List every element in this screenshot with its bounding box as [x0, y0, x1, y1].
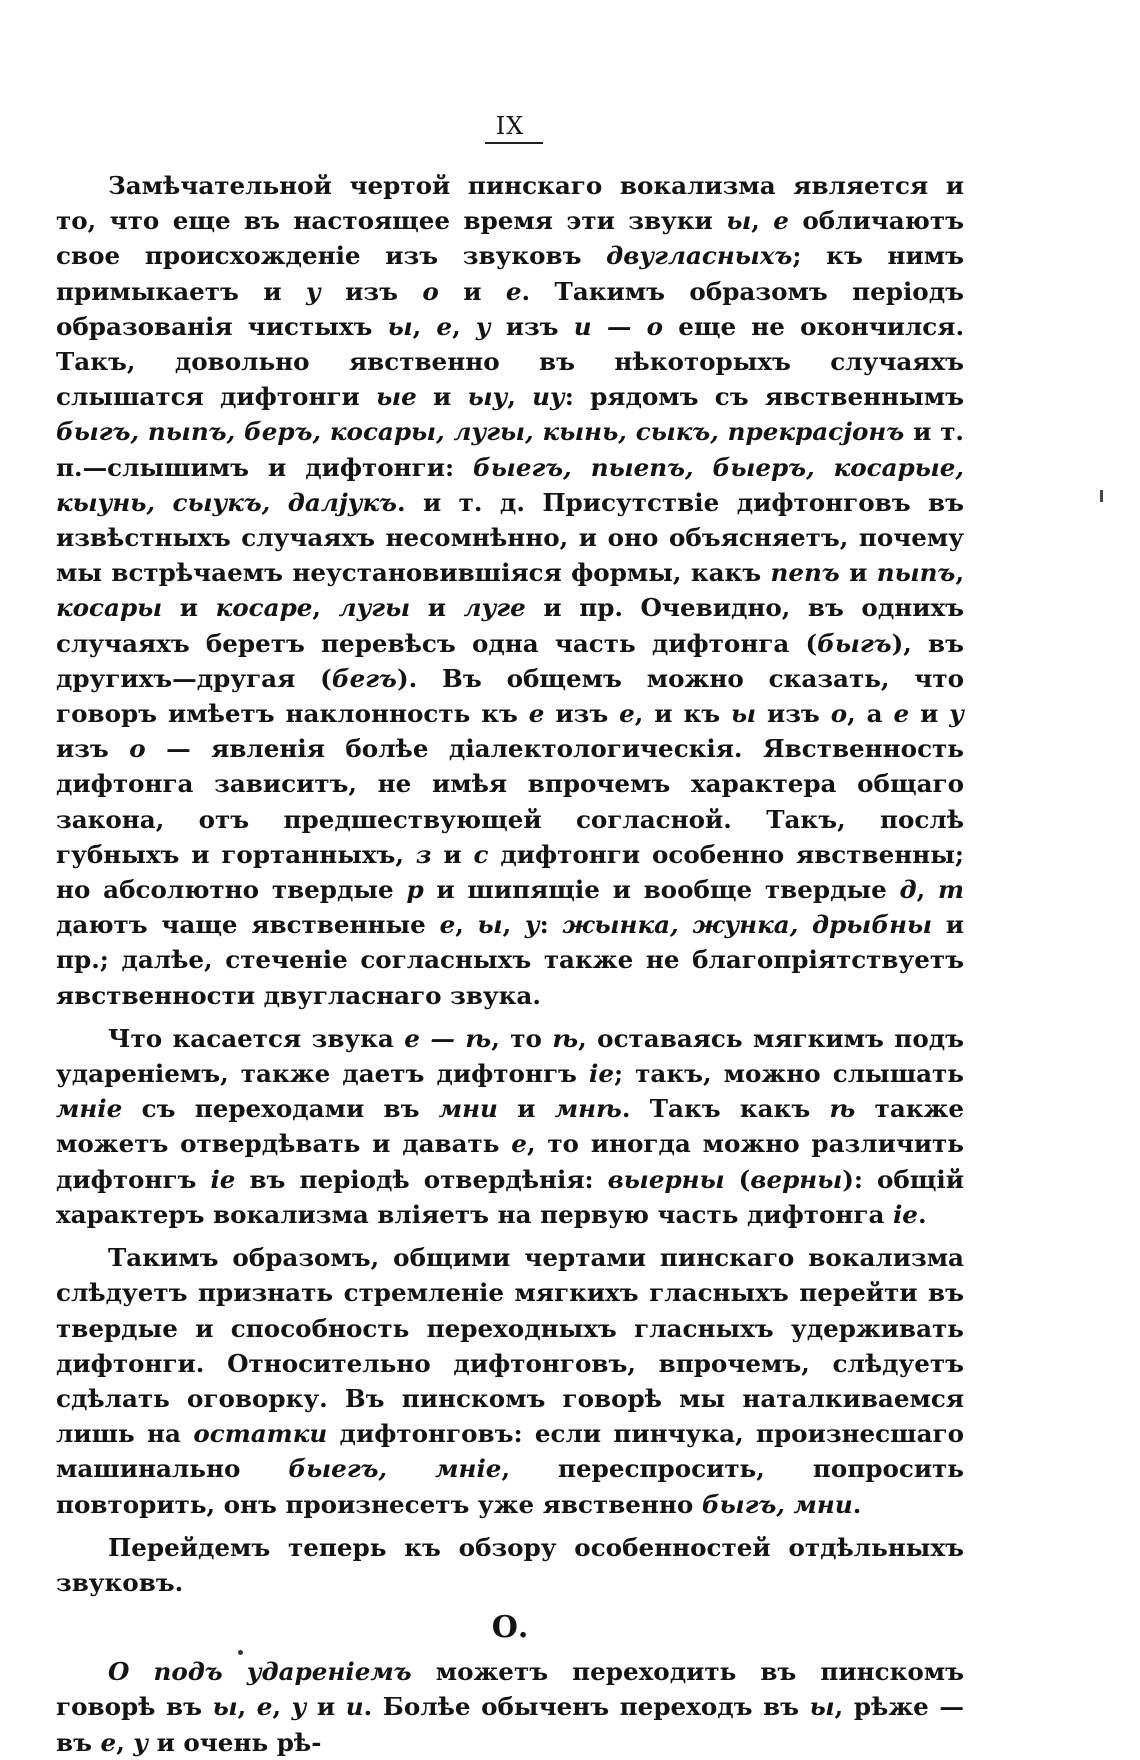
italic-term: e — [439, 910, 456, 940]
text-run: также можетъ отвердѣвать и давать — [56, 1094, 964, 1159]
italic-term: О подъ удареніемъ — [108, 1657, 412, 1687]
text-run: . — [852, 1489, 862, 1519]
italic-term: ы — [477, 910, 503, 940]
text-run: , — [916, 875, 938, 905]
italic-term: двугласныхъ — [606, 241, 793, 271]
text-run: , и къ — [634, 699, 732, 729]
text-run: , то — [491, 1023, 553, 1053]
text-run: , а — [847, 699, 894, 729]
text-run: — явленія болѣе діалектологическія. Явственность дифтонга зависитъ, не имѣя впрочемъ характера общаго закона, отъ предшествующей согласной. Такъ, послѣ губныхъ и гортанныхъ, — [56, 734, 964, 869]
body-text — [56, 168, 964, 1760]
italic-term: e — [773, 206, 789, 236]
text-run: , то иногда можно различить дифтонгъ — [56, 1129, 964, 1194]
italic-term: у — [133, 1727, 149, 1757]
text-run: , — [412, 311, 437, 341]
text-run: и т. п.—слышимъ и дифтонги: — [56, 417, 964, 482]
italic-term: іе — [588, 1059, 614, 1089]
text-run: , — [272, 1692, 292, 1722]
page-number: IX — [495, 112, 525, 140]
italic-term: остатки — [193, 1419, 328, 1449]
ink-speck — [238, 1650, 243, 1655]
italic-term: у — [306, 276, 321, 306]
italic-term: т — [937, 875, 964, 905]
margin-mark — [1100, 490, 1103, 502]
italic-term: у — [475, 311, 491, 341]
text-run: изъ — [320, 276, 423, 306]
italic-term: быгъ — [817, 628, 892, 658]
text-run: и пр.; далѣе, стеченіе согласныхъ также не благопріятствуетъ явственности двугласнаго звука. — [56, 910, 965, 1010]
italic-term: мни — [438, 1094, 498, 1124]
italic-term: луге — [463, 593, 526, 623]
text-run: дифтонговъ: если пинчука, произнесшаго машинально — [56, 1419, 964, 1484]
text-run: и — [497, 1094, 555, 1124]
text-run: и — [410, 593, 464, 623]
text-run: и очень рѣ- — [148, 1727, 322, 1757]
italic-term: быегъ, мніе — [288, 1454, 502, 1484]
italic-term: выерны — [607, 1164, 725, 1194]
text-run: и — [306, 1692, 346, 1722]
text-run: , — [312, 593, 339, 623]
text-run: ; такъ, можно слышать — [613, 1059, 964, 1089]
text-run: , — [955, 558, 964, 588]
italic-term: e — [528, 699, 545, 729]
text-run: и — [909, 699, 950, 729]
text-run: въ періодѣ отвердѣнія: — [235, 1164, 608, 1194]
italic-term: о — [830, 699, 848, 729]
italic-term: жынка, жунка, дрыбны — [562, 910, 933, 940]
text-run: , — [507, 382, 533, 412]
text-run: Перейдемъ теперь къ обзору особенностей отдѣльныхъ звуковъ. — [56, 1532, 964, 1597]
text-run: ): общій характеръ вокализма вліяетъ на первую часть дифтонга — [56, 1164, 964, 1229]
italic-term: ы — [731, 699, 757, 729]
text-run: , — [502, 910, 525, 940]
text-run: изъ — [756, 699, 831, 729]
text-run: . и т. д. Присутствіе дифтонговъ въ извѣстныхъ случаяхъ несомнѣнно, и оно объясняетъ, почему мы встрѣчаемъ неустановившіяся формы, какъ — [56, 487, 964, 588]
text-run: и — [162, 593, 216, 623]
italic-term: лугы — [338, 593, 411, 623]
italic-term: ыу — [467, 382, 508, 412]
italic-term: ые — [376, 382, 417, 412]
italic-term: e — [100, 1727, 117, 1757]
italic-term: и — [345, 1692, 364, 1722]
text-run: и шипящіе и вообще твердые — [423, 875, 900, 905]
italic-term: іе — [892, 1199, 918, 1229]
italic-term: пепъ — [770, 558, 840, 588]
paragraph-5 — [56, 1654, 964, 1760]
italic-term: косаре — [215, 593, 313, 623]
text-run: изъ — [56, 734, 130, 764]
text-run: : — [539, 910, 563, 940]
italic-term: мнѣ — [554, 1094, 622, 1124]
italic-term: иу — [532, 382, 565, 412]
text-run: , — [751, 206, 774, 236]
paragraph-1 — [56, 168, 964, 1013]
italic-term: д — [899, 875, 917, 905]
text-run: , — [116, 1727, 134, 1757]
text-run: ), въ другихъ—другая ( — [56, 628, 965, 693]
italic-term: мніе — [56, 1094, 123, 1124]
text-run: и — [438, 276, 506, 306]
italic-term: ѣ — [829, 1094, 856, 1124]
italic-term: у — [291, 1692, 307, 1722]
italic-term: о — [422, 276, 439, 306]
italic-term: ы — [387, 311, 413, 341]
italic-term: е — ѣ — [404, 1023, 492, 1053]
italic-term: з — [415, 839, 432, 869]
italic-term: іе — [210, 1164, 236, 1194]
text-run: и — [416, 382, 468, 412]
text-run: , рѣже — въ — [56, 1692, 964, 1757]
page-number-rule — [485, 142, 543, 144]
italic-term: e — [256, 1692, 273, 1722]
italic-term: е — [505, 276, 522, 306]
section-heading: О. — [491, 1610, 529, 1646]
paragraph-2 — [56, 1021, 964, 1232]
text-run: . Такимъ образомъ періодъ образованія чистыхъ — [56, 276, 964, 341]
text-run: и — [431, 839, 474, 869]
italic-term: e — [511, 1129, 527, 1159]
text-run: еще не окончился. Такъ, довольно явственно въ нѣкоторыхъ случаяхъ слышатся дифтонги — [56, 311, 965, 412]
text-run: , переспросить, попросить повторить, онъ произнесетъ уже явственно — [56, 1454, 964, 1519]
text-run: Замѣчательной чертой пинскаго вокализма является и то, что еще въ настоящее время эти звуки — [56, 171, 964, 236]
italic-term: с — [473, 839, 489, 869]
text-run: : рядомъ съ явственнымъ — [564, 382, 964, 412]
italic-term: ы — [212, 1692, 238, 1722]
text-run: и — [839, 558, 877, 588]
text-run: , оставаясь мягкимъ подъ удареніемъ, также даетъ дифтонгъ — [56, 1023, 964, 1089]
italic-term: о — [129, 734, 146, 764]
italic-term: e — [436, 311, 453, 341]
italic-term: е — [619, 699, 635, 729]
text-run: . — [917, 1199, 927, 1229]
text-run: , — [455, 910, 478, 940]
text-run: ). Въ общемъ можно сказать, что говоръ имѣетъ наклонность къ — [56, 663, 964, 729]
italic-term: быгъ, пыпъ, беръ, косары, лугы, кынь, сыкъ, прекрасјонъ — [56, 417, 905, 447]
italic-term: у — [524, 910, 540, 940]
italic-term: и — о — [573, 311, 664, 341]
text-run: дифтонги особенно явственны; но абсолютно твердые — [56, 839, 964, 905]
text-run: даютъ чаще явственные — [56, 910, 440, 940]
italic-term: e — [893, 699, 910, 729]
text-run: Такимъ образомъ, общими чертами пинскаго вокализма слѣдуетъ признать стремленіе мягкихъ гласныхъ перейти въ твердые и способность переходныхъ гласныхъ удерживать дифтонги. Относительно дифтонговъ, впрочемъ, слѣдуетъ сдѣлать оговорку. Въ пинскомъ говорѣ мы наталкиваемся лишь на — [56, 1243, 964, 1449]
text-run: . Болѣе обыченъ переходъ въ — [363, 1692, 810, 1722]
italic-term: быгъ, мни — [701, 1489, 853, 1519]
italic-term: ы — [726, 206, 752, 236]
italic-term: ы — [809, 1692, 835, 1722]
italic-term: пыпъ — [876, 558, 956, 588]
text-run: . Такъ какъ — [621, 1094, 830, 1124]
text-run: , — [237, 1692, 257, 1722]
italic-term: ѣ — [552, 1023, 579, 1053]
text-run: ; къ нимъ примыкаетъ и — [56, 241, 964, 306]
text-run: можетъ переходить въ пинскомъ говорѣ въ — [56, 1657, 964, 1722]
italic-term: косары — [56, 593, 163, 623]
text-run: съ переходами въ — [122, 1094, 439, 1124]
text-run: обличаютъ свое происхожденіе изъ звуковъ — [56, 206, 964, 271]
text-run: ( — [724, 1164, 751, 1194]
italic-term: верны — [750, 1164, 843, 1194]
text-run: Что касается звука — [108, 1023, 405, 1053]
text-run: , — [452, 311, 476, 341]
text-run: и пр. Очевидно, въ однихъ случаяхъ беретъ перевѣсъ одна часть дифтонга ( — [56, 593, 964, 658]
italic-term: бегъ — [331, 663, 397, 693]
italic-term: быегъ, пыепъ, быеръ, косарые, кыунь, сыукъ, далјукъ — [56, 452, 964, 517]
text-run: изъ — [490, 311, 574, 341]
paragraph-3 — [56, 1240, 964, 1522]
text-run: изъ — [544, 699, 620, 729]
italic-term: у — [949, 699, 964, 729]
italic-term: р — [406, 875, 424, 905]
paragraph-4 — [56, 1530, 964, 1600]
